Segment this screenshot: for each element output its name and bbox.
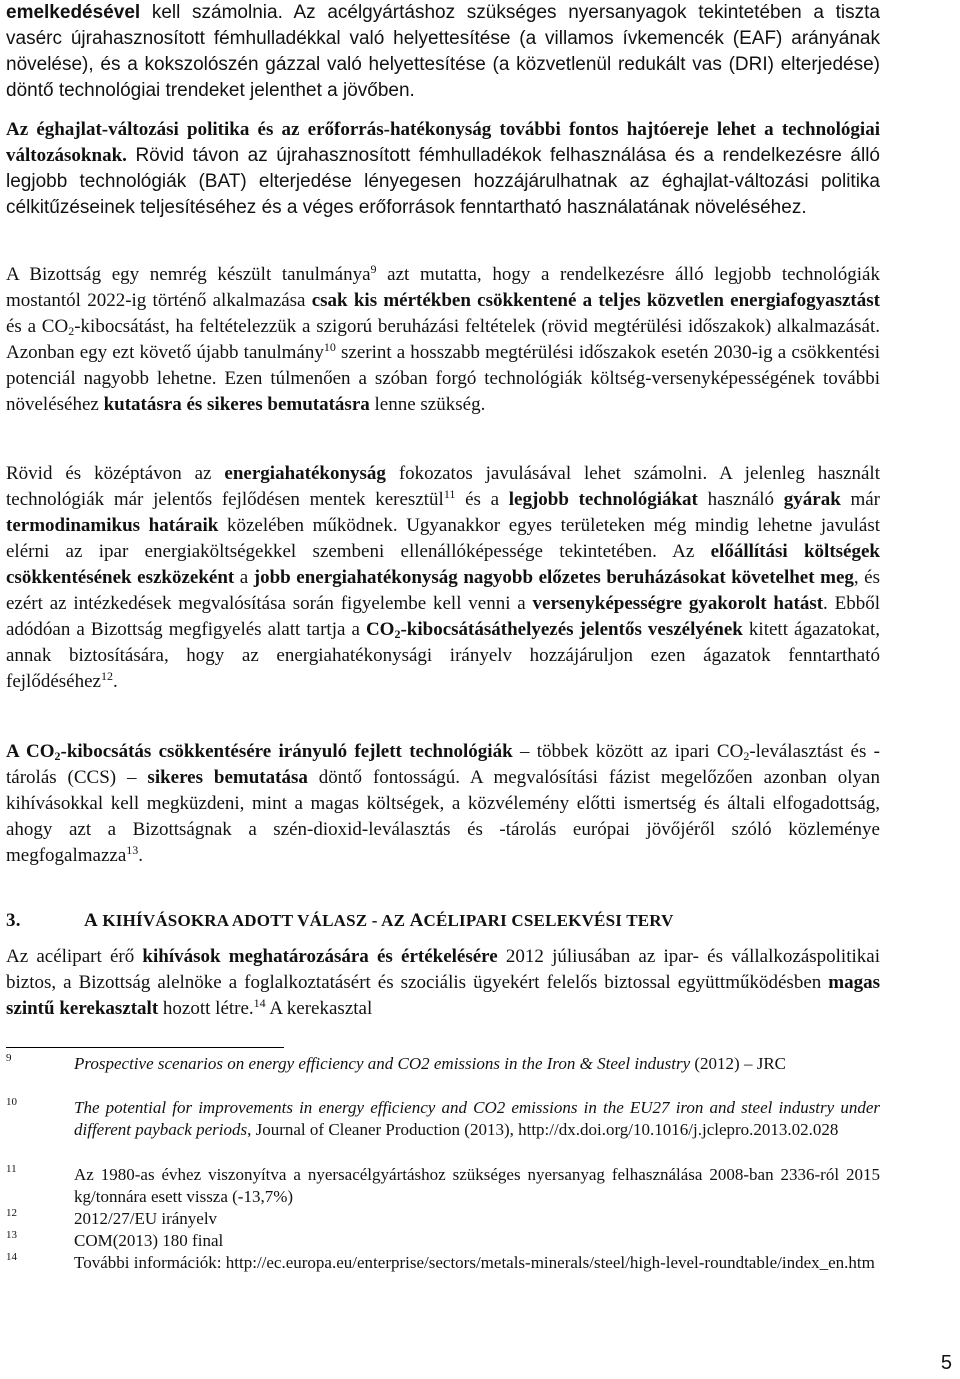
subscript: 2: [743, 749, 750, 763]
footnote-mark: 9: [6, 1052, 12, 1064]
footnote-ref-9[interactable]: 9: [370, 262, 377, 276]
footnote-text[interactable]: , Journal of Cleaner Production (2013), http://dx.doi.org/10.1016/j.jclepro.2013.02.028: [247, 1120, 839, 1139]
bold-text: A CO: [6, 741, 55, 762]
subscript: 2: [394, 627, 401, 641]
bold-text: emelkedésével: [6, 2, 141, 23]
footnote-14: [6, 1252, 880, 1274]
body-text: A Bizottság egy nemrég készült tanulmánya: [6, 264, 371, 285]
bold-text: kutatásra és sikeres bemutatásra: [103, 394, 370, 415]
footnote-text[interactable]: További információk: http://ec.europa.eu/enterprise/sectors/metals-minerals/steel/high-level-roundtable/index_en.htm: [74, 1253, 875, 1272]
subscript: 2: [68, 324, 75, 338]
footnote-12: [6, 1208, 880, 1230]
bold-text: versenyképességre gyakorolt hatást: [532, 593, 824, 614]
page-number: 5: [940, 1352, 952, 1374]
heading-text: KIHÍVÁSOKRA ADOTT VÁLASZ - AZ: [97, 911, 410, 930]
footnote-ref-12[interactable]: 12: [100, 669, 113, 683]
bold-text: jobb energiahatékonyság nagyobb előzetes beruházásokat követelhet meg: [253, 567, 854, 588]
footnote-11: [6, 1164, 880, 1208]
footnote-ref-14[interactable]: 14: [253, 996, 266, 1010]
bold-text: energiahatékonyság: [224, 463, 386, 484]
paragraph-round-table: [6, 944, 880, 1022]
bold-text: [366, 619, 743, 640]
bold-text: csak kis mértékben csökkentené a teljes közvetlen energiafogyasztást: [311, 290, 880, 311]
paragraph-climate-policy: [6, 117, 880, 221]
footnote-separator: [6, 1047, 284, 1048]
footnote-mark: 12: [6, 1207, 17, 1219]
body-text: a: [234, 567, 254, 588]
bold-text: legjobb technológiákat: [508, 489, 698, 510]
body-text: Az acélipart érő: [6, 946, 143, 967]
body-text: – többek között az ipari CO: [512, 741, 744, 762]
body-text: és a: [455, 489, 509, 510]
body-text: már: [840, 489, 880, 510]
footnote-title: The potential for improvements in energy efficiency and CO2 emissions in the EU27 iron and steel industry under different payback periods: [74, 1098, 880, 1139]
section-heading: [6, 908, 880, 934]
bold-text: CO: [365, 619, 395, 640]
footnote-text: COM(2013) 180 final: [74, 1231, 224, 1250]
footnote-9: [6, 1053, 880, 1075]
body-text: .: [138, 845, 144, 866]
footnote-text: (2012) – JRC: [690, 1054, 786, 1073]
bold-text: magas szintű kerekasztalt: [6, 972, 880, 1019]
paragraph-commission-study: [6, 262, 880, 418]
footnote-text: 2012/27/EU irányelv: [74, 1209, 218, 1228]
body-text: , és ezért az intézkedések megvalósítása során figyelembe kell venni a: [6, 567, 880, 614]
body-text: 2012 júliusában az ipar- és vállalkozáspolitikai biztos, a Bizottság alelnöke a foglalkoztatásért és szociális ügyekért felelős biztossal együttműködésben: [6, 946, 880, 993]
body-text: -kibocsátást, ha feltételezzük a szigorú beruházási feltételek (rövid megtérülési időszakok) alkalmazását. Azonban egy ezt követő újabb tanulmány: [6, 316, 881, 363]
bold-text: [6, 741, 513, 762]
body-text: és a CO: [6, 316, 69, 337]
body-text: kitett ágazatokat, annak biztosítására, hogy az energiahatékonysági irányelv hozzájáruljon ezen ágazatok fenntartható fejlődéséhez: [6, 619, 880, 692]
footnote-ref-13[interactable]: 13: [126, 843, 139, 857]
body-text: Rövid távon az újrahasznosított fémhulladékok felhasználása és a rendelkezésre álló legjobb technológiák (BAT) elterjedése lényegesen hozzájárulhatnak az éghajlat-változási politika célkitűzéseinek teljesítéséhez és a véges erőforrások fenntartható használatának növeléséhez.: [6, 145, 880, 218]
body-text: kell számolnia. Az acélgyártáshoz szükséges nyersanyagok tekintetében a tiszta vasérc újrahasznosított fémhulladékkal való helyettesítése (a villamos ívkemencék (EAF) arányának növelése), és a kokszolószén gázzal való helyettesítése (a közvetlenül redukált vas (DRI) elterjedése) döntő technológiai trendeket jelenthet a jövőben.: [6, 2, 880, 101]
bold-text: -kibocsátás csökkentésére irányuló fejlett technológiák: [60, 741, 513, 762]
body-text: fokozatos javulásával lehet számolni. A jelenleg használt technológiák már jelentős fejlődésen mentek keresztül: [6, 463, 880, 510]
body-text: . Ebből adódóan a Bizottság megfigyelés alatt tartja a: [6, 593, 880, 640]
footnote-10: [6, 1097, 880, 1141]
body-text: Rövid és középtávon az: [6, 463, 225, 484]
bold-text: termodinamikus határaik: [6, 515, 219, 536]
body-text: szerint a hosszabb megtérülési időszakok esetén 2030-ig a csökkentési potenciál nagyobb lehetne. Ezen túlmenően a szóban forgó technológiák költség-versenyképességének további növeléséhez: [6, 342, 880, 415]
body-text: hozott létre.: [158, 998, 254, 1019]
footnote-ref-10[interactable]: 10: [323, 340, 336, 354]
bold-text: gyárak: [783, 489, 841, 510]
footnote-mark: 10: [6, 1096, 17, 1108]
footnote-ref-11[interactable]: 11: [443, 487, 456, 501]
footnote-mark: 11: [6, 1163, 17, 1175]
body-text: döntő fontosságú. A megvalósítási fázist megelőzően azonban olyan kihívásokkal kell megküzdeni, mint a magas költségek, a közvélemény előtti ismertség és általi elfogadottság, ahogy azt a Bizottságnak a szén-dioxid-leválasztás és -tárolás európai jövőjéről szóló közleménye megfogalmazza: [6, 767, 880, 866]
body-text: azt mutatta, hogy a rendelkezésre álló legjobb technológiák mostantól 2022-ig történő alkalmazása: [6, 264, 880, 311]
heading-text: CÉLIPARI CSELEKVÉSI TERV: [423, 911, 674, 930]
footnote-13: [6, 1230, 880, 1252]
subscript: 2: [54, 749, 61, 763]
heading-text: A: [409, 910, 424, 931]
heading-text: A: [84, 910, 98, 931]
footnote-text: Az 1980-as évhez viszonyítva a nyersacélgyártáshoz szükséges nyersanyag felhasználása 2008-ban 2336-ról 2015 kg/tonnára esett vissza (-13,7%): [74, 1165, 880, 1206]
body-text: -leválasztást és -tárolás (CCS) –: [6, 741, 881, 788]
bold-lead: Az éghajlat-változási politika és az erőforrás-hatékonyság további fontos hajtóereje lehet a technológiai változásoknak.: [6, 119, 880, 166]
body-text: .: [112, 671, 118, 692]
paragraph-raw-materials: [6, 0, 880, 104]
section-number: 3.: [6, 910, 21, 931]
bold-text: kihívások meghatározására és értékelésére: [142, 946, 498, 967]
body-text: A kerekasztal: [265, 998, 373, 1019]
bold-text: előállítási költségek csökkentésének eszközeként: [6, 541, 880, 588]
body-text: használó: [697, 489, 784, 510]
body-text: közelében működnek. Ugyanakkor egyes területeken még mindig lehetne javulást elérni az ipar energiaköltségekkel szembeni ellenállóképessége tekintetében. Az: [6, 515, 881, 562]
footnote-mark: 14: [6, 1251, 17, 1263]
bold-text: sikeres bemutatása: [147, 767, 308, 788]
bold-text: -kibocsátásáthelyezés jelentős veszélyének: [400, 619, 743, 640]
footnote-mark: 13: [6, 1229, 17, 1241]
paragraph-energy-efficiency: [6, 461, 880, 695]
footnote-title: Prospective scenarios on energy efficiency and CO2 emissions in the Iron & Steel industry: [74, 1054, 691, 1073]
paragraph-co2-technologies: [6, 739, 880, 869]
body-text: lenne szükség.: [369, 394, 486, 415]
